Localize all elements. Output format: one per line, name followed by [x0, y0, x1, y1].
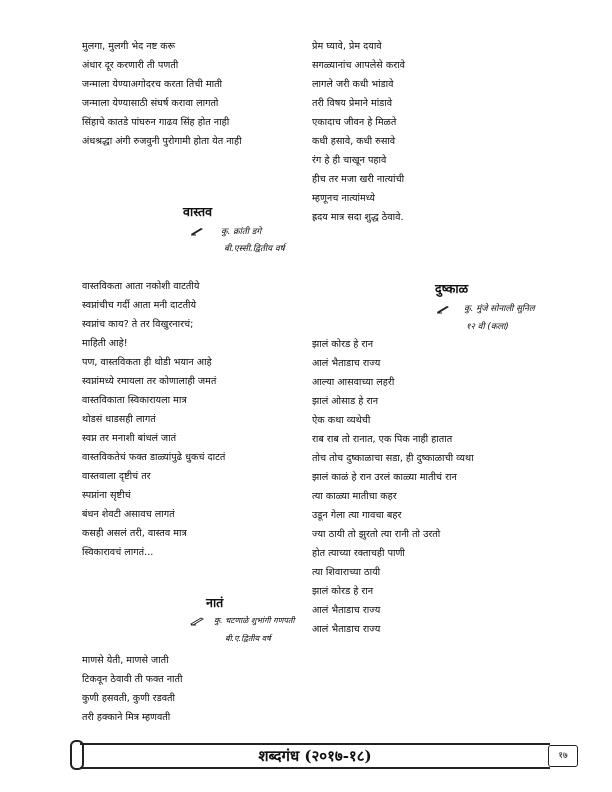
- poem-line: तरी विषय प्रेमाने मांडावे: [312, 98, 393, 109]
- poem-line: आलं भैताडाच राज्य: [312, 624, 381, 635]
- magazine-title: शब्दगंध (२०१७-१८): [258, 747, 372, 765]
- page-number: १७: [548, 745, 578, 767]
- poem-line: जन्माला येण्यासाठी संघर्ष करावा लागतो: [82, 98, 219, 109]
- poem-line: वास्तविकाता स्विकारायला मात्र: [82, 395, 187, 406]
- poem-line: ह्रदय मात्र सदा शुद्ध ठेवावे.: [312, 212, 404, 223]
- poem-line: झालं ओसाड हे रान: [312, 396, 379, 407]
- poem-line: आलं भैताडाच राज्य: [312, 605, 381, 616]
- poem-line: त्या काळ्या मातीचा कहर: [312, 491, 397, 502]
- poem-line: प्रेम घ्यावे, प्रेम दयावे: [312, 41, 382, 52]
- footer-banner: [70, 740, 582, 772]
- poem-line: स्पप्नांना सृष्टीचं: [82, 490, 131, 501]
- poem-b-lines: [312, 37, 405, 227]
- poem-line: माहिती आहे!: [82, 338, 128, 349]
- poem-dushkal-title: दुष्काळ: [435, 281, 469, 296]
- poem-line: जन्माला येण्याअगोदरच करता तिची माती: [82, 79, 223, 90]
- poem-line: रंग हे ही चाखून पहावे: [312, 155, 387, 166]
- poem-line: लागले जरी कधी भांडावे: [312, 79, 394, 90]
- poem-line: मुलगा, मुलगी भेद नष्ट करू: [82, 41, 176, 52]
- poem-line: अंधश्रद्धा अंगी रुजवुनी पुरोगामी होता येत नाही: [82, 136, 242, 147]
- poem-line: झालं काळं हे रान उरलं काळ्या मातीचं रान: [312, 472, 457, 483]
- poem-nata-author: कु. चटणाळे शुभांगी गणपती: [214, 616, 295, 625]
- poem-line: स्वप्नांच काय? ते तर विखुरनारचं;: [82, 319, 194, 330]
- poem-line: तरी हक्काने मित्र म्हणवती: [82, 712, 171, 723]
- pen-icon: [190, 616, 204, 626]
- pen-icon: [190, 226, 204, 236]
- poem-vastav-class: बी.एस्सी.द्वितीय वर्ष: [224, 244, 285, 254]
- poem-line: बंधन शेवटी असावच लागतं: [82, 509, 175, 520]
- poem-line: झालं कोरड हे रान: [312, 339, 374, 350]
- poem-line: टिकवून ठेवावी ती फक्त नाती: [82, 674, 183, 685]
- poem-line: राब राब तो रानात, एक पिक नाही हातात: [312, 434, 453, 445]
- poem-a-lines: [82, 37, 242, 151]
- poem-line: त्या शिवाराच्या ठायी: [312, 567, 381, 578]
- poem-line: स्विकारावचं लागतं...: [82, 547, 154, 558]
- poem-line: थोडसं धाडसही लागतं: [82, 414, 156, 425]
- poem-line: एकादाच जीवन हे मिळते: [312, 117, 397, 128]
- poem-vastav-author: कु. क्रांती डगे: [221, 227, 262, 237]
- poem-line: वास्तविकतेचं फक्त डाळ्यांपुढे धुकचं दाटतं: [82, 452, 226, 463]
- poem-line: झालं कोरड हे रान: [312, 586, 374, 597]
- poem-line: स्वप्न तर मनाशी बांधलं जातं: [82, 433, 177, 444]
- poem-line: कसही असलं तरी, वास्तव मात्र: [82, 528, 187, 539]
- poem-dushkal-class: १२ वी (कला): [466, 322, 509, 332]
- poem-line: वास्तवाला दृष्टीचं तर: [82, 471, 151, 482]
- poem-line: होत त्याच्या रक्ताचही पाणी: [312, 548, 405, 559]
- poem-dushkal-author: कु. मुंजे सोनाली सुनिल: [464, 304, 535, 314]
- poem-line: उडून गेला त्या गावचा बहर: [312, 510, 402, 521]
- poem-nata-lines: [82, 651, 182, 727]
- poem-line: ज्या ठायी तो झुरतो त्या रानी तो उरतो: [312, 529, 441, 540]
- poem-line: हीच तर मजा खरी नात्यांची: [312, 174, 405, 185]
- poem-line: म्हणूनच नात्यांमध्ये: [312, 193, 375, 204]
- poem-line: कधी हसावे, कधी रुसावे: [312, 136, 396, 147]
- poem-line: ऐक कथा व्यथेची: [312, 415, 371, 426]
- poem-line: स्वप्नांचीच गर्दी आता मनी दाटतीये: [82, 300, 197, 311]
- poem-line: आलं भैताडाच राज्य: [312, 358, 381, 369]
- poem-line: स्वप्नांमध्ये रमायला तर कोणालाही जमतं: [82, 376, 217, 387]
- poem-line: कुणी हसवती, कुणी रडवती: [82, 693, 175, 704]
- poem-line: वास्तविकता आता नकोशी वाटतीये: [82, 281, 200, 292]
- poem-line: अंधार दूर करणारी ती पणती: [82, 60, 179, 71]
- pen-icon: [436, 304, 450, 314]
- poem-line: आल्या आसवाच्या लहरी: [312, 377, 395, 388]
- poem-line: सिंहाचे कातडे पांघरुन गाढव सिंह होत नाही: [82, 117, 230, 128]
- poem-line: माणसे येती, माणसे जाती: [82, 655, 169, 666]
- poem-vastav-title: वास्तव: [183, 204, 213, 219]
- poem-line: पण, वास्तविकता ही थोडी भयान आहे: [82, 357, 212, 368]
- poem-line: सगळ्यानांच आपलेसे करावे: [312, 60, 405, 71]
- poem-nata-title: नातं: [206, 595, 224, 610]
- poem-nata-class: बी.ए.द्वितीय वर्ष: [225, 634, 271, 643]
- poem-vastav-lines: [82, 277, 225, 562]
- poem-line: तोच तोच दुष्काळाचा सडा, ही दुष्काळाची व्यथा: [312, 453, 474, 464]
- poem-dushkal-lines: [312, 335, 474, 639]
